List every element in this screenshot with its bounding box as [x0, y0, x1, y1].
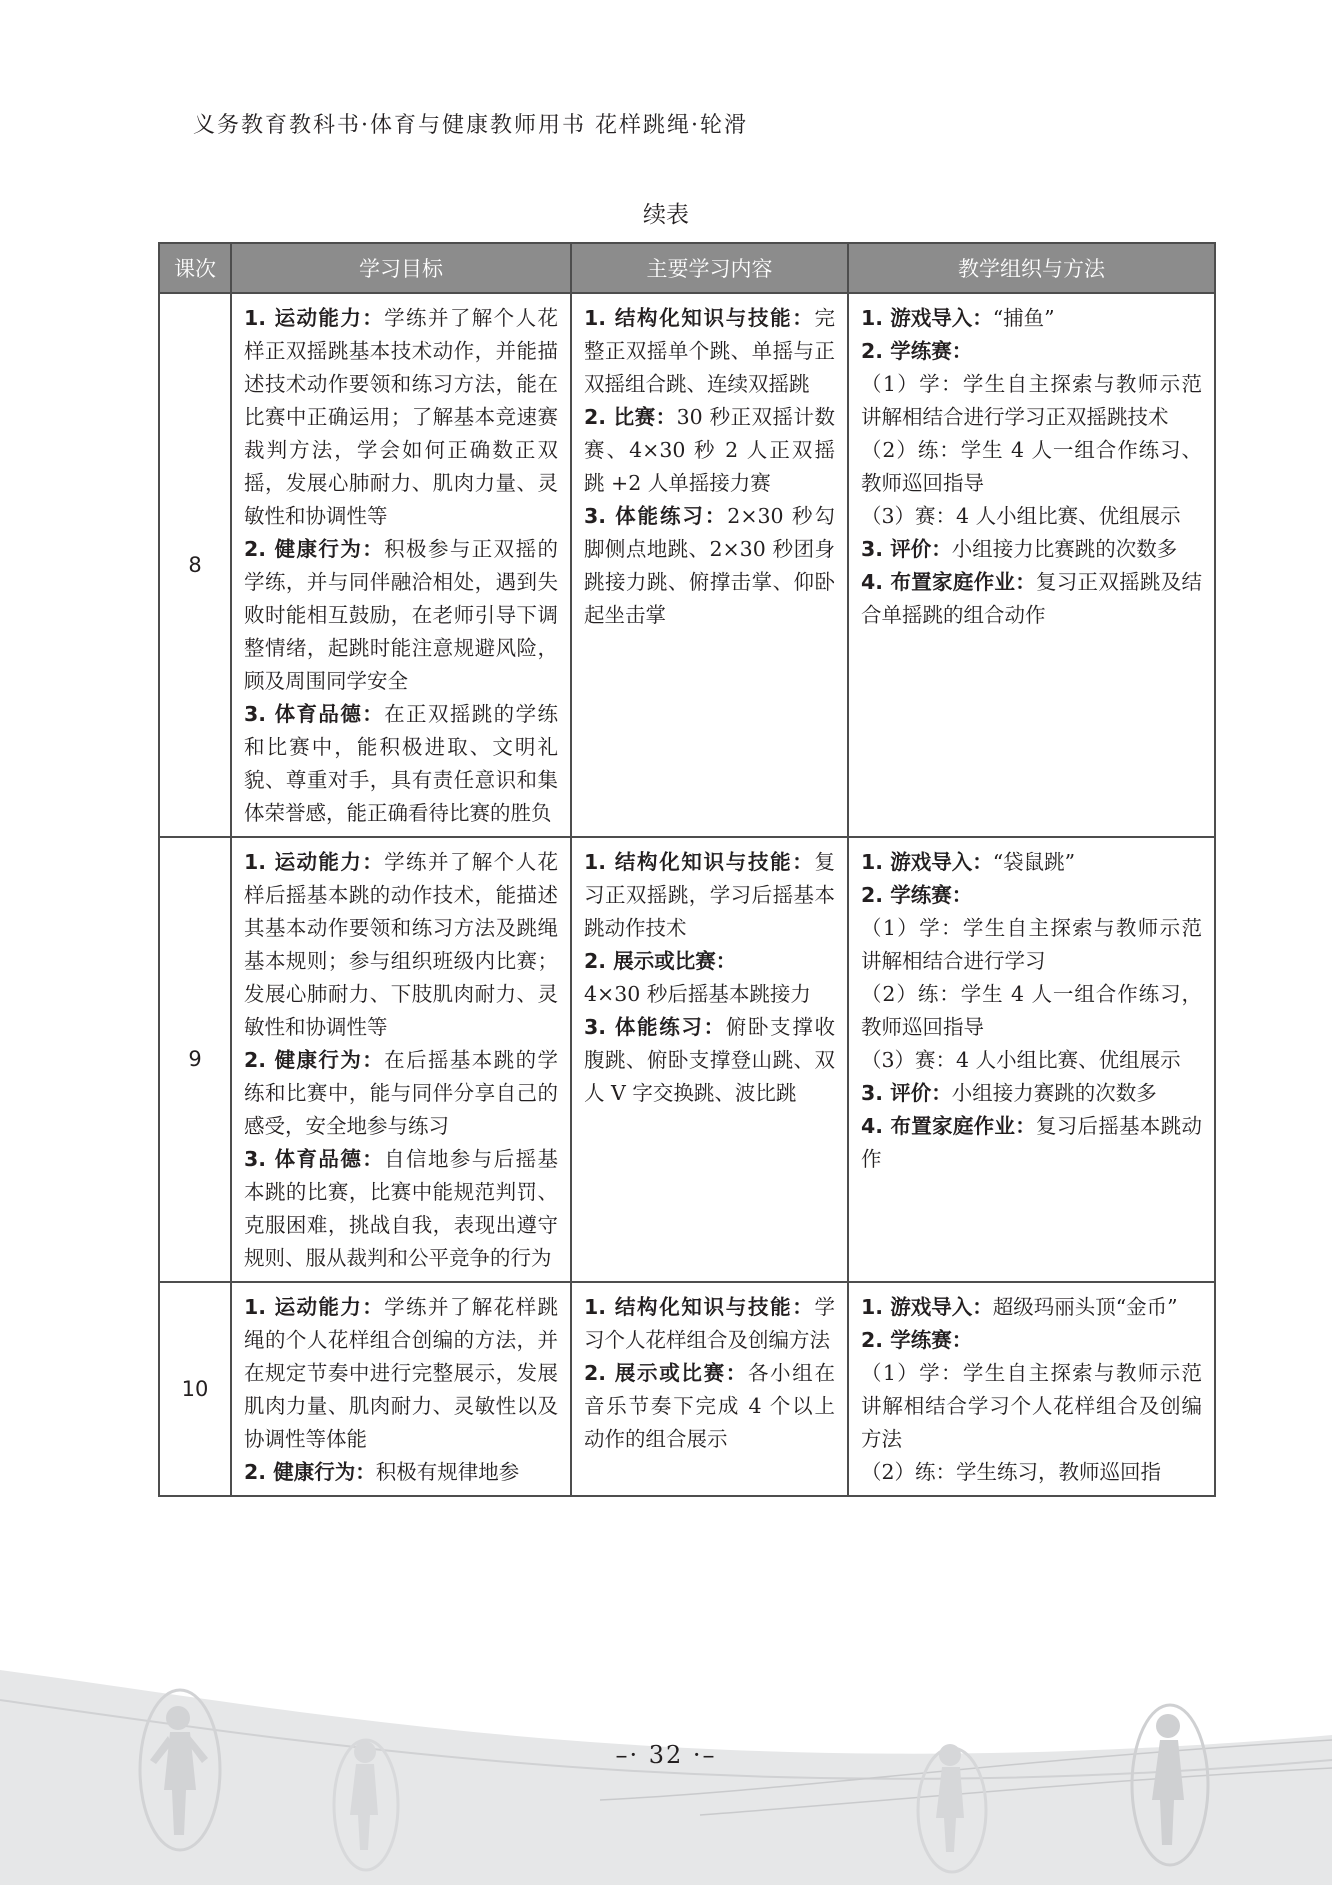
lesson-number: 10 [159, 1282, 231, 1496]
list-item: 1. 游戏导入：“捕鱼” [861, 306, 1055, 330]
list-item: （3）赛：4 人小组比赛、优组展示 [861, 1048, 1181, 1072]
list-item: （2）练：学生 4 人一组合作练习，教师巡回指导 [861, 982, 1202, 1039]
list-item: （2）练：学生 4 人一组合作练习、教师巡回指导 [861, 438, 1202, 495]
learning-goals-cell [231, 1282, 571, 1496]
list-item: 4×30 秒后摇基本跳接力 [584, 982, 811, 1006]
list-item: 3. 评价：小组接力赛跳的次数多 [861, 1081, 1157, 1105]
list-item: 4. 布置家庭作业：复习后摇基本跳动作 [861, 1114, 1202, 1171]
list-item: 2. 学练赛： [861, 1328, 973, 1352]
list-item: 2. 健康行为：在后摇基本跳的学练和比赛中，能与同伴分享自己的感受，安全地参与练习 [244, 1048, 558, 1138]
table-row [159, 837, 1215, 1282]
list-item: 1. 结构化知识与技能：复习正双摇跳，学习后摇基本跳动作技术 [584, 850, 835, 940]
list-item: 3. 体能练习：俯卧支撑收腹跳、俯卧支撑登山跳、双人 V 字交换跳、波比跳 [584, 1015, 835, 1105]
teaching-methods-cell [848, 293, 1215, 837]
list-item: （2）练：学生练习，教师巡回指 [861, 1460, 1162, 1484]
running-head: 义务教育教科书·体育与健康教师用书 花样跳绳·轮滑 [193, 113, 748, 138]
teaching-methods-cell [848, 1282, 1215, 1496]
learning-goals-cell [231, 837, 571, 1282]
list-item: 2. 健康行为：积极有规律地参 [244, 1460, 520, 1484]
list-item: 1. 运动能力：学练并了解个人花样正双摇跳基本技术动作，并能描述技术动作要领和练习方法，能在比赛中正确运用；了解基本竞速赛裁判方法，学会如何正确数正双摇，发展心肺耐力、肌肉力量、灵敏性和协调性等 [244, 306, 558, 528]
learning-goals-cell [231, 293, 571, 837]
list-item: 2. 学练赛： [861, 883, 973, 907]
table-header-row [159, 243, 1215, 293]
list-item: 2. 健康行为：积极参与正双摇的学练，并与同伴融洽相处，遇到失败时能相互鼓励，在老师引导下调整情绪，起跳时能注意规避风险，顾及周围同学安全 [244, 537, 558, 693]
table-caption: 续表 [643, 202, 689, 228]
list-item: 3. 体育品德：在正双摇跳的学练和比赛中，能积极进取、文明礼貌、尊重对手，具有责任意识和集体荣誉感，能正确看待比赛的胜负 [244, 702, 558, 825]
list-item: 1. 结构化知识与技能：学习个人花样组合及创编方法 [584, 1295, 835, 1352]
learning-content-cell [571, 293, 848, 837]
lesson-number: 9 [159, 837, 231, 1282]
list-item: （1）学：学生自主探索与教师示范讲解相结合学习个人花样组合及创编方法 [861, 1361, 1202, 1451]
column-header-goals: 学习目标 [231, 243, 571, 293]
list-item: （3）赛：4 人小组比赛、优组展示 [861, 504, 1181, 528]
list-item: 3. 体能练习：2×30 秒勾脚侧点地跳、2×30 秒团身跳接力跳、俯撑击掌、仰卧起坐击掌 [584, 504, 835, 627]
column-header-methods: 教学组织与方法 [848, 243, 1215, 293]
list-item: 3. 评价：小组接力比赛跳的次数多 [861, 537, 1178, 561]
table-row [159, 1282, 1215, 1496]
list-item: 2. 学练赛： [861, 339, 973, 363]
list-item: （1）学：学生自主探索与教师示范讲解相结合进行学习 [861, 916, 1202, 973]
list-item: 1. 运动能力：学练并了解花样跳绳的个人花样组合创编的方法，并在规定节奏中进行完整展示，发展肌肉力量、肌肉耐力、灵敏性以及协调性等体能 [244, 1295, 558, 1451]
lesson-plan-table [158, 242, 1216, 1497]
table-row [159, 293, 1215, 837]
list-item: 2. 展示或比赛：各小组在音乐节奏下完成 4 个以上动作的组合展示 [584, 1361, 835, 1451]
page-number: –· 32 ·– [615, 1741, 717, 1769]
teaching-methods-cell [848, 837, 1215, 1282]
column-header-lesson: 课次 [159, 243, 231, 293]
list-item: 1. 结构化知识与技能：完整正双摇单个跳、单摇与正双摇组合跳、连续双摇跳 [584, 306, 835, 396]
learning-content-cell [571, 837, 848, 1282]
list-item: （1）学：学生自主探索与教师示范讲解相结合进行学习正双摇跳技术 [861, 372, 1202, 429]
list-item: 4. 布置家庭作业：复习正双摇跳及结合单摇跳的组合动作 [861, 570, 1202, 627]
list-item: 1. 游戏导入：“袋鼠跳” [861, 850, 1076, 874]
lesson-number: 8 [159, 293, 231, 837]
list-item: 1. 游戏导入：超级玛丽头顶“金币” [861, 1295, 1178, 1319]
column-header-content: 主要学习内容 [571, 243, 848, 293]
list-item: 2. 展示或比赛： [584, 949, 737, 973]
list-item: 1. 运动能力：学练并了解个人花样后摇基本跳的动作技术，能描述其基本动作要领和练习方法及跳绳基本规则；参与组织班级内比赛；发展心肺耐力、下肢肌肉耐力、灵敏性和协调性等 [244, 850, 558, 1039]
learning-content-cell [571, 1282, 848, 1496]
list-item: 3. 体育品德：自信地参与后摇基本跳的比赛，比赛中能规范判罚、克服困难，挑战自我，表现出遵守规则、服从裁判和公平竞争的行为 [244, 1147, 558, 1270]
list-item: 2. 比赛：30 秒正双摇计数赛、4×30 秒 2 人正双摇跳 +2 人单摇接力赛 [584, 405, 835, 495]
